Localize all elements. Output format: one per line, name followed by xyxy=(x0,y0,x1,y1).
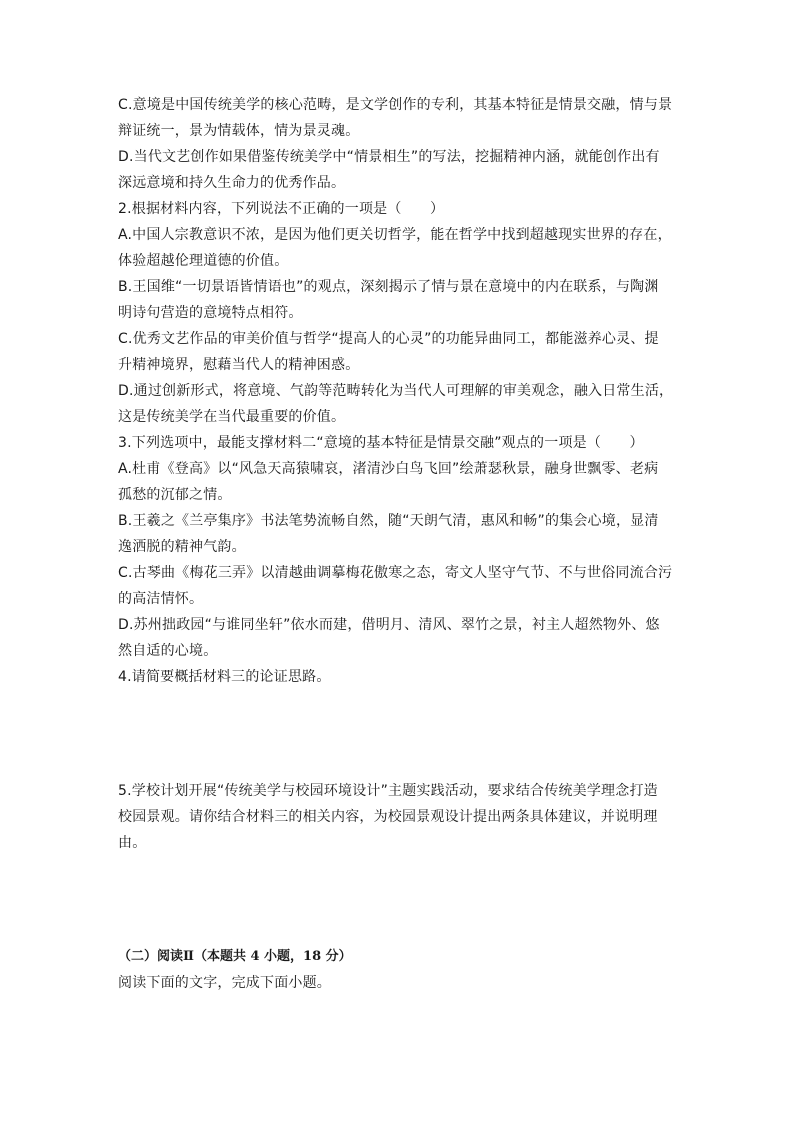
q3-option-b-line1: B.王羲之《兰亭集序》书法笔势流畅自然，随“天朗气清，惠风和畅”的集会心境，显清 xyxy=(118,513,659,529)
q2-stem: 2.根据材料内容，下列说法不正确的一项是（ ） xyxy=(118,201,445,217)
q2-option-c-line2: 升精神境界，慰藉当代人的精神困惑。 xyxy=(118,357,360,373)
q2-option-b-line2: 明诗句营造的意境特点相符。 xyxy=(118,305,303,321)
q4-stem: 4.请简要概括材料三的论证思路。 xyxy=(118,669,331,685)
q5-line1: 5.学校计划开展“传统美学与校园环境设计”主题实践活动，要求结合传统美学理念打造 xyxy=(118,783,658,799)
section2-instruction: 阅读下面的文字，完成下面小题。 xyxy=(118,975,331,991)
q5-line3: 由。 xyxy=(118,835,147,851)
q3-option-c-line1: C.古琴曲《梅花三弄》以清越曲调摹梅花傲寒之态，寄文人坚守气节、不与世俗同流合污 xyxy=(118,565,673,581)
q3-option-a-line1: A.杜甫《登高》以“风急天高猿啸哀，渚清沙白鸟飞回”绘萧瑟秋景，融身世飘零、老病 xyxy=(118,461,659,477)
q1-option-d-line1: D.当代文艺创作如果借鉴传统美学中“情景相生”的写法，挖掘精神内涵，就能创作出有 xyxy=(118,149,660,165)
q2-option-d-line1: D.通过创新形式，将意境、气韵等范畴转化为当代人可理解的审美观念，融入日常生活， xyxy=(118,383,674,399)
q3-option-a-line2: 孤愁的沉郁之情。 xyxy=(118,487,232,503)
q3-option-b-line2: 逸洒脱的精神气韵。 xyxy=(118,539,246,555)
q3-option-d-line1: D.苏州拙政园“与谁同坐轩”依水而建，借明月、清风、翠竹之景，衬主人超然物外、悠 xyxy=(118,617,660,633)
q5-line2: 校园景观。请你结合材料三的相关内容，为校园景观设计提出两条具体建议，并说明理 xyxy=(118,809,658,825)
q3-stem: 3.下列选项中，最能支撑材料二“意境的基本特征是情景交融”观点的一项是（ ） xyxy=(118,435,644,451)
q1-option-c-line2: 辩证统一，景为情载体，情为景灵魂。 xyxy=(118,123,360,139)
q2-option-c-line1: C.优秀文艺作品的审美价值与哲学“提高人的心灵”的功能异曲同工，都能滋养心灵、提 xyxy=(118,331,659,347)
q2-option-b-line1: B.王国维“一切景语皆情语也”的观点，深刻揭示了情与景在意境中的内在联系，与陶渊 xyxy=(118,279,659,295)
q2-option-a-line2: 体验超越伦理道德的价值。 xyxy=(118,253,289,269)
q3-option-d-line2: 然自适的心境。 xyxy=(118,643,218,659)
q3-option-c-line2: 的高洁情怀。 xyxy=(118,591,204,607)
q5-answer-space xyxy=(118,856,674,944)
q4-answer-space xyxy=(118,690,674,778)
exam-content xyxy=(118,92,674,996)
section2-title: （二）阅读Ⅱ（本题共 4 小题，18 分） xyxy=(118,949,352,964)
q1-option-d-line2: 深远意境和持久生命力的优秀作品。 xyxy=(118,175,346,191)
q2-option-a-line1: A.中国人宗教意识不浓，是因为他们更关切哲学，能在哲学中找到超越现实世界的存在， xyxy=(118,227,672,243)
q1-option-c-line1: C.意境是中国传统美学的核心范畴，是文学创作的专利，其基本特征是情景交融，情与景 xyxy=(118,97,673,113)
q2-option-d-line2: 这是传统美学在当代最重要的价值。 xyxy=(118,409,346,425)
